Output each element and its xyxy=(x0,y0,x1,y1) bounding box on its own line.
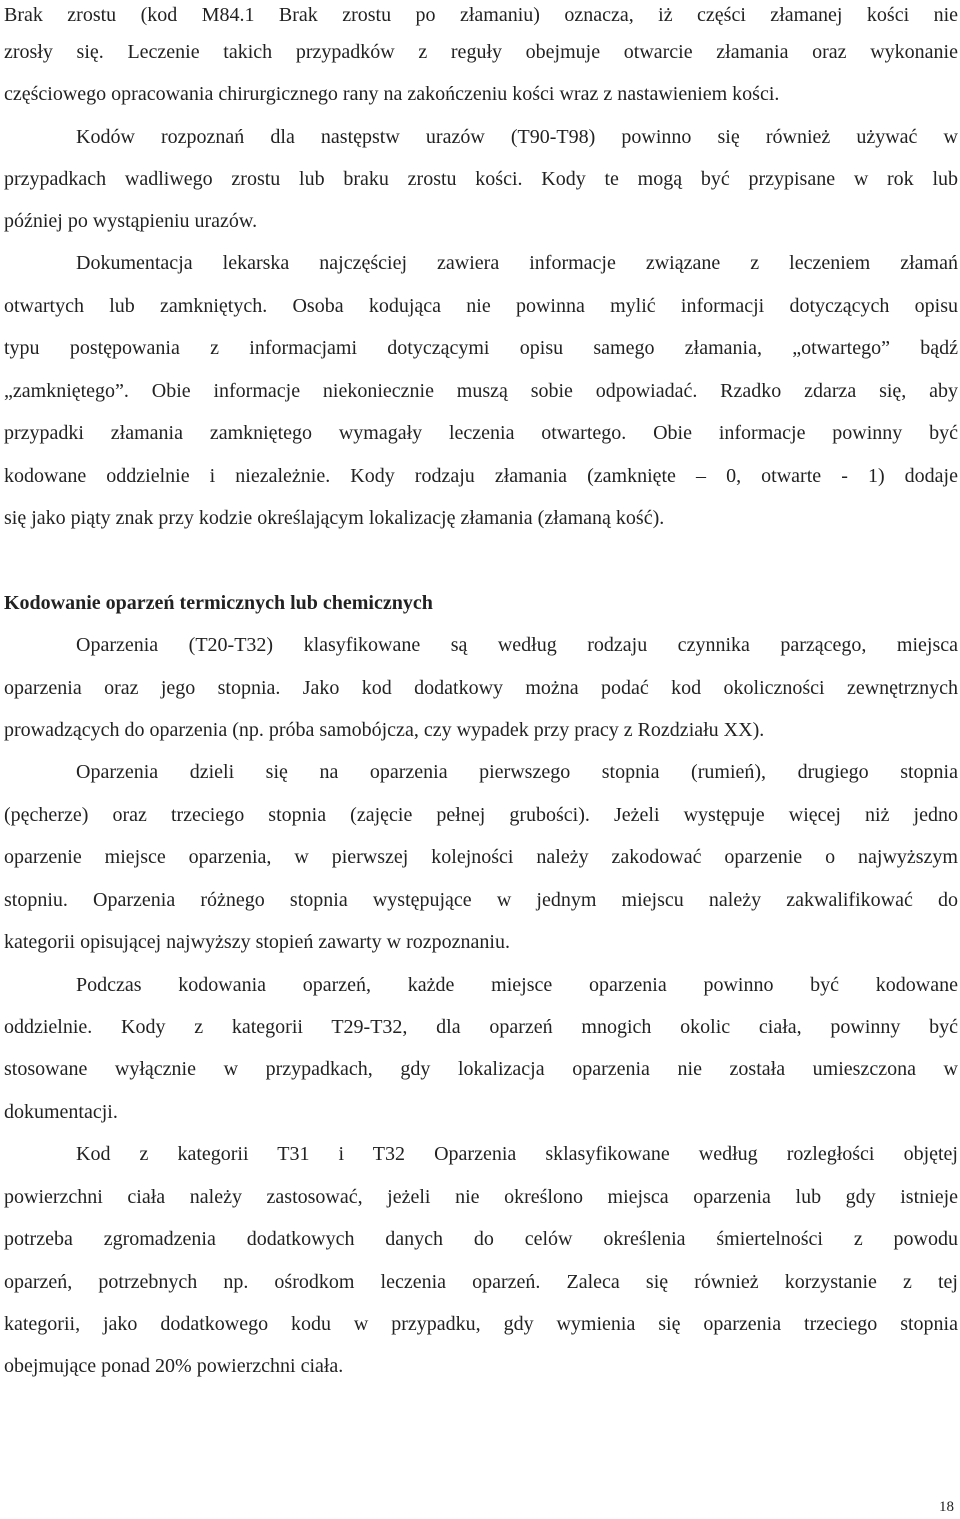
text-line: kategorii, jako dodatkowego kodu w przypadku, gdy wymienia się oparzenia trzeciego stopnia xyxy=(4,1313,958,1335)
text-line: się jako piąty znak przy kodzie określającym lokalizację złamania (złamaną kość). xyxy=(4,507,665,529)
text-line: stopniu. Oparzenia różnego stopnia występujące w jednym miejscu należy zakwalifikować do xyxy=(4,889,958,911)
text-line: (pęcherze) oraz trzeciego stopnia (zajęcie pełnej grubości). Jeżeli występuje więcej niż jedno xyxy=(4,804,958,826)
text-line: oparzeń, potrzebnych np. ośrodkom leczenia oparzeń. Zaleca się również korzystanie z tej xyxy=(4,1271,958,1293)
text-line: Kodów rozpoznań dla następstw urazów (T90-T98) powinno się również używać w xyxy=(76,126,958,148)
text-line: obejmujące ponad 20% powierzchni ciała. xyxy=(4,1355,344,1377)
text-line: Brak zrostu (kod M84.1 Brak zrostu po złamaniu) oznacza, iż części złamanej kości nie xyxy=(4,4,958,26)
text-line: potrzeba zgromadzenia dodatkowych danych do celów określenia śmiertelności z powodu xyxy=(4,1228,958,1250)
text-line: „zamkniętego”. Obie informacje niekoniecznie muszą sobie odpowiadać. Rzadko zdarza się, aby xyxy=(4,380,958,402)
text-line: stosowane wyłącznie w przypadkach, gdy lokalizacja oparzenia nie została umieszczona w xyxy=(4,1058,958,1080)
text-line: Kod z kategorii T31 i T32 Oparzenia sklasyfikowane według rozległości objętej xyxy=(76,1143,958,1165)
text-line: przypadkach wadliwego zrostu lub braku zrostu kości. Kody te mogą być przypisane w rok lub xyxy=(4,168,958,190)
text-line: Oparzenia (T20-T32) klasyfikowane są według rodzaju czynnika parzącego, miejsca xyxy=(76,634,958,656)
text-line: oddzielnie. Kody z kategorii T29-T32, dla oparzeń mnogich okolic ciała, powinny być xyxy=(4,1016,958,1038)
text-line: powierzchni ciała należy zastosować, jeżeli nie określono miejsca oparzenia lub gdy istnieje xyxy=(4,1186,958,1208)
text-line: typu postępowania z informacjami dotyczącymi opisu samego złamania, „otwartego” bądź xyxy=(4,337,958,359)
text-line: częściowego opracowania chirurgicznego rany na zakończeniu kości wraz z nastawieniem kości. xyxy=(4,83,780,105)
text-line: otwartych lub zamkniętych. Osoba kodująca nie powinna mylić informacji dotyczących opisu xyxy=(4,295,958,317)
text-line: oparzenie miejsce oparzenia, w pierwszej kolejności należy zakodować oparzenie o najwyższym xyxy=(4,846,958,868)
text-line: zrosły się. Leczenie takich przypadków z reguły obejmuje otwarcie złamania oraz wykonanie xyxy=(4,41,958,63)
text-line: dokumentacji. xyxy=(4,1101,118,1123)
text-line: później po wystąpieniu urazów. xyxy=(4,210,258,232)
text-line: Podczas kodowania oparzeń, każde miejsce oparzenia powinno być kodowane xyxy=(76,974,958,996)
text-line: kodowane oddzielnie i niezależnie. Kody rodzaju złamania (zamknięte – 0, otwarte - 1) dodaje xyxy=(4,465,958,487)
section-heading: Kodowanie oparzeń termicznych lub chemicznych xyxy=(4,592,433,614)
text-line: oparzenia oraz jego stopnia. Jako kod dodatkowy można podać kod okoliczności zewnętrznych xyxy=(4,677,958,699)
text-line: Oparzenia dzieli się na oparzenia pierwszego stopnia (rumień), drugiego stopnia xyxy=(76,761,958,783)
text-line: prowadzących do oparzenia (np. próba samobójcza, czy wypadek przy pracy z Rozdziału XX). xyxy=(4,719,765,741)
text-line: Dokumentacja lekarska najczęściej zawiera informacje związane z leczeniem złamań xyxy=(76,252,958,274)
text-line: przypadki złamania zamkniętego wymagały leczenia otwartego. Obie informacje powinny być xyxy=(4,422,958,444)
text-line: kategorii opisującej najwyższy stopień zawarty w rozpoznaniu. xyxy=(4,931,510,953)
page-number: 18 xyxy=(939,1499,954,1515)
